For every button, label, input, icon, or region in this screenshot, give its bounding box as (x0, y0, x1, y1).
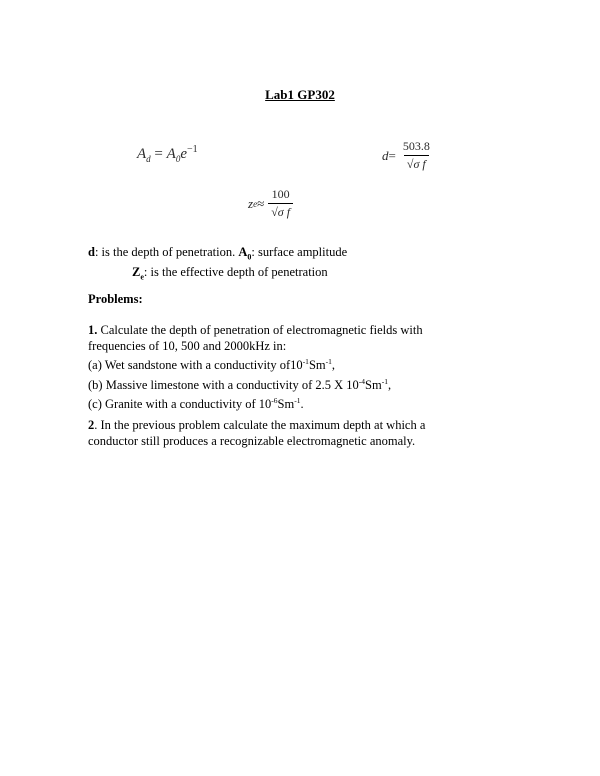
depth-equation: d = $\frac{503.8}{\text{√σ f}}$ (382, 139, 433, 172)
problem-1-line-2: frequencies of 10, 500 and 2000kHz in: (88, 338, 287, 353)
problem-2-line-1: 2. In the previous problem calculate the maximum depth at which a (88, 418, 426, 432)
problem-2 (88, 418, 425, 449)
page-title: Lab1 GP302 (265, 87, 335, 102)
effective-depth-equation: z e ≈ $\frac{100}{\text{√σ f}}$ (248, 187, 293, 220)
amplitude-equation: $A_d = A_0e^{-1}$ (137, 144, 198, 164)
definition-line-1: d: is the depth of penetration. $A_0$: surface amplitude (88, 245, 348, 262)
problem-1-item-b: (b) Massive limestone with a conductivity of 2.5 X $10^{-4}Sm^{-1}$, (88, 376, 392, 392)
problem-1-item-a: (a) Wet sandstone with a conductivity $of10^{-1}Sm^{-1}$, (88, 357, 335, 373)
problem-1 (88, 323, 423, 413)
definitions (88, 245, 347, 285)
definition-line-2: $Z_e$: is the effective depth of penetration (132, 265, 328, 282)
depth-fraction: $\frac{503.8}{\text{√σ f}}$ (402, 139, 430, 171)
problems-heading: Problems: (88, 292, 143, 306)
effective-depth-fraction: $\frac{100}{\text{√σ f}}$ (268, 187, 293, 220)
problem-1-line-1: 1. Calculate the depth of penetration of electromagnetic fields with (88, 323, 423, 337)
problem-1-item-c: (c) Granite with a conductivity of $10^{-6}Sm^{-1}$. (88, 396, 304, 412)
problem-2-line-2: conductor still produces a recognizable electromagnetic anomaly. (88, 433, 416, 448)
